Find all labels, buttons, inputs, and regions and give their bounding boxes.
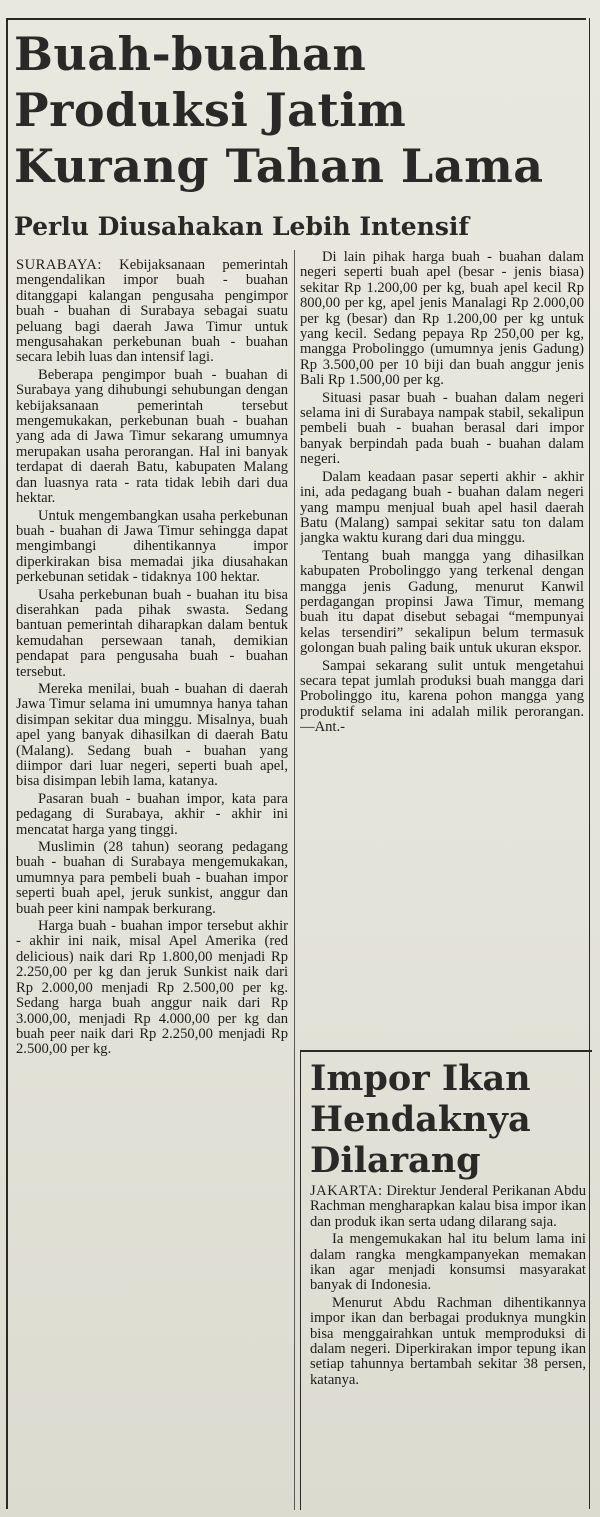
article-paragraph: Dalam keadaan pasar seperti akhir - akhir ini, ada pedagang buah - buahan dalam negeri yang mampu menjual buah apel hasil daerah Batu (Malang) sampai sekitar satu ton dalam jangka waktu kurang dari dua minggu. [300,468,584,547]
article-paragraph: Tentang buah mangga yang dihasilkan kabupaten Probolinggo yang terkenal dengan mangga jenis Gadung, menurut Kanwil perdagangan propinsi Jawa Timur, memang buah itu dapat disebut sebagai “mempunyai kelas tersendiri” sekalipun belum termasuk golongan buah paling baik untuk ukuran ekspor. [300,547,584,657]
article-headline: Buah-buahan Produksi Jatim Kurang Tahan Lama [14,27,544,193]
article-dateline: SURABAYA: [16,258,102,273]
clipping-border-right [589,18,590,1509]
article-paragraph: Sampai sekarang sulit untuk mengetahui secara tepat jumlah produksi buah mangga dari Probolinggo itu, karena pohon mangga yang produktif selama ini adalah milik perorangan. —Ant.- [300,657,584,736]
article-paragraph: Situasi pasar buah - buahan dalam negeri selama ini di Surabaya nampak stabil, sekalipun pembeli buah - buahan berasal dari impor banyak berpindah pada buah - buahan dalam negeri. [300,389,584,468]
article-right-column [300,250,584,1040]
column-divider [294,250,295,1510]
article-left-column [16,258,288,1508]
article-paragraph: Muslimin (28 tahun) seorang pedagang buah - buahan di Surabaya mengemukakan, umumnya para pembeli buah - buahan impor seperti buah apel, jeruk sunkist, anggur dan buah peer kini nampak berkurang. [16,839,288,917]
box-article-paragraph: Menurut Abdu Rachman dihentikannya impor ikan dan berbagai produknya mungkin bisa menggairahkan untuk memproduksi di dalam negeri. Diperkirakan impor tepung ikan setiap tahunnya bertambah sekitar 38 persen, katanya. [310,1294,586,1388]
box-article-paragraph: Ia mengemukakan hal itu belum lama ini dalam rangka mengkampanyekan memakan ikan agar menjadi konsumsi masyarakat banyak di Indonesia. [310,1231,586,1294]
clipping-border-top [6,18,586,20]
box-article-body [310,1184,586,1509]
box-article-dateline: JAKARTA: [310,1184,383,1199]
box-article-paragraph: JAKARTA: Direktur Jenderal Perikanan Abdu Rachman mengharapkan kalau bisa impor ikan dan produk ikan serta udang dilarang saja. [310,1184,586,1230]
box-article-headline: Impor Ikan Hendaknya Dilarang [310,1058,531,1181]
article-paragraph: SURABAYA: Kebijaksanaan pemerintah mengendalikan impor buah - buahan ditanggapi kalangan pengusaha pengimpor buah - buahan di Surabaya sebagai suatu peluang bagi daerah Jawa Timur untuk mengusahakan perkebunan buah - buahan secara lebih luas dan intensif lagi. [16,258,288,366]
article-paragraph: Di lain pihak harga buah - buahan dalam negeri seperti buah apel (besar - jenis biasa) sekitar Rp 1.200,00 per kg, buah apel kecil Rp 800,00 per kg, apel jenis Manalagi Rp 2.000,00 per kg (besar) dan Rp 1.200,00 per kg untuk yang kecil. Sedang pepaya Rp 250,00 per kg, mangga Probolinggo (umumnya jenis Gadung) Rp 3.500,00 per 10 biji dan buah anggur jenis Bali Rp 1.500,00 per kg. [300,250,584,389]
article-paragraph: Mereka menilai, buah - buahan di daerah Jawa Timur selama ini umumnya hanya tahan disimpan sekitar dua minggu. Misalnya, buah apel yang banyak dihasilkan di daerah Batu (Malang). Sedang buah - buahan yang diimpor dari luar negeri, seperti buah apel, bisa disimpan lebih lama, katanya. [16,680,288,790]
article-paragraph: Usaha perkebunan buah - buahan itu bisa diserahkan pada pihak swasta. Sedang bantuan pemerintah diharapkan dalam bentuk kemudahan persewaan tanah, demikian pendapat para pengusaha buah - buahan tersebut. [16,586,288,680]
article-subheadline: Perlu Diusahakan Lebih Intensif [14,212,470,241]
article-paragraph: Beberapa pengimpor buah - buahan di Surabaya yang dihubungi sehubungan dengan kebijaksanaan pemerintah tersebut mengemukakan, perkebunan buah - buahan yang ada di Jawa Timur sekarang umumnya merupakan usaha perorangan. Hal ini banyak terdapat di daerah Batu, kabupaten Malang dan luasnya rata - rata tidak lebih dari dua hektar. [16,366,288,507]
article-paragraph: Harga buah - buahan impor tersebut akhir - akhir ini naik, misal Apel Amerika (red delicious) naik dari Rp 1.800,00 menjadi Rp 2.250,00 per kg dan jeruk Sunkist naik dari Rp 2.000,00 menjadi Rp 2.500,00 per kg. Sedang harga buah anggur naik dari Rp 3.000,00, menjadi Rp 4.000,00 per kg dan buah peer naik dari Rp 2.250,00 menjadi Rp 2.500,00 per kg. [16,918,288,1058]
box-article-border-top [300,1050,592,1052]
box-article-border-left [300,1050,301,1510]
article-paragraph: Untuk mengembangkan usaha perkebunan buah - buahan di Jawa Timur sehingga dapat mengimbangi dihentikannya impor diperkirakan bisa memadai jika diusahakan perkebunan setidak - tidaknya 100 hektar. [16,507,288,586]
clipping-border-left [6,18,8,1509]
article-paragraph: Pasaran buah - buahan impor, kata para pedagang di Surabaya, akhir - akhir ini mencatat harga yang tinggi. [16,790,288,838]
